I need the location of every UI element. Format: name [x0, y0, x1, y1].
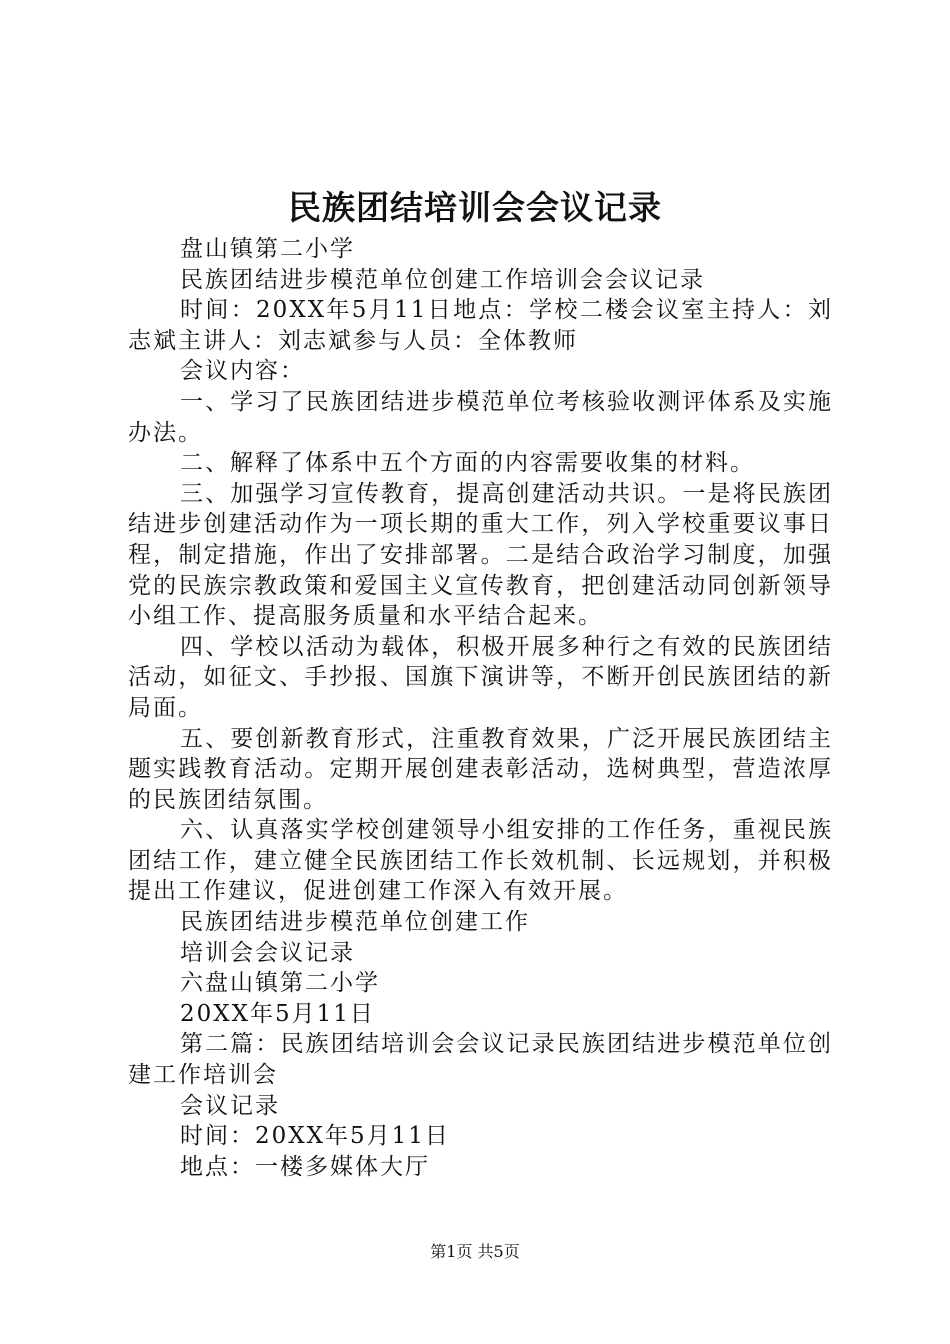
paragraph-second-part-title: 第二篇：民族团结培训会会议记录民族团结进步模范单位创建工作培训会 [128, 1031, 833, 1089]
paragraph-school-name: 盘山镇第二小学 [180, 236, 355, 262]
paragraph-item-3: 三、加强学习宣传教育，提高创建活动共识。一是将民族团结进步创建活动作为一项长期的重大工作，列入学校重要议事日程，制定措施，作出了安排部署。二是结合政治学习制度，加强党的民族宗教政策和爱国主义宣传教育，把创建活动同创新领导小组工作、提高服务质量和水平结合起来。 [128, 480, 833, 630]
paragraph-meeting-info: 时间：20XX年5月11日地点：学校二楼会议室主持人：刘志斌主讲人：刘志斌参与人员：全体教师 [128, 297, 833, 354]
paragraph-item-1: 一、学习了民族团结进步模范单位考核验收测评体系及实施办法。 [128, 388, 833, 446]
paragraph-closing-1: 民族团结进步模范单位创建工作 [180, 909, 530, 936]
paragraph-closing-date: 20XX年5月11日 [180, 1000, 375, 1027]
paragraph-subtitle: 民族团结进步模范单位创建工作培训会会议记录 [180, 266, 705, 293]
page-footer: 第1页 共5页 [430, 1242, 520, 1261]
paragraph-second-record: 会议记录 [180, 1092, 280, 1119]
paragraph-closing-2: 培训会会议记录 [180, 939, 355, 966]
document-body [128, 234, 833, 1182]
paragraph-second-location: 地点：一楼多媒体大厅 [180, 1153, 430, 1180]
document-title: 民族团结培训会会议记录 [288, 188, 662, 227]
paragraph-item-2: 二、解释了体系中五个方面的内容需要收集的材料。 [180, 450, 755, 477]
paragraph-closing-school: 六盘山镇第二小学 [180, 970, 380, 997]
paragraph-content-heading: 会议内容： [180, 358, 305, 385]
paragraph-second-time: 时间：20XX年5月11日 [180, 1123, 450, 1150]
paragraph-item-6: 六、认真落实学校创建领导小组安排的工作任务，重视民族团结工作，建立健全民族团结工作长效机制、长远规划，并积极提出工作建议，促进创建工作深入有效开展。 [128, 817, 833, 905]
paragraph-item-5: 五、要创新教育形式，注重教育效果，广泛开展民族团结主题实践教育活动。定期开展创建表彰活动，选树典型，营造浓厚的民族团结氛围。 [128, 725, 833, 813]
paragraph-item-4: 四、学校以活动为载体，积极开展多种行之有效的民族团结活动，如征文、手抄报、国旗下演讲等，不断开创民族团结的新局面。 [128, 633, 833, 721]
